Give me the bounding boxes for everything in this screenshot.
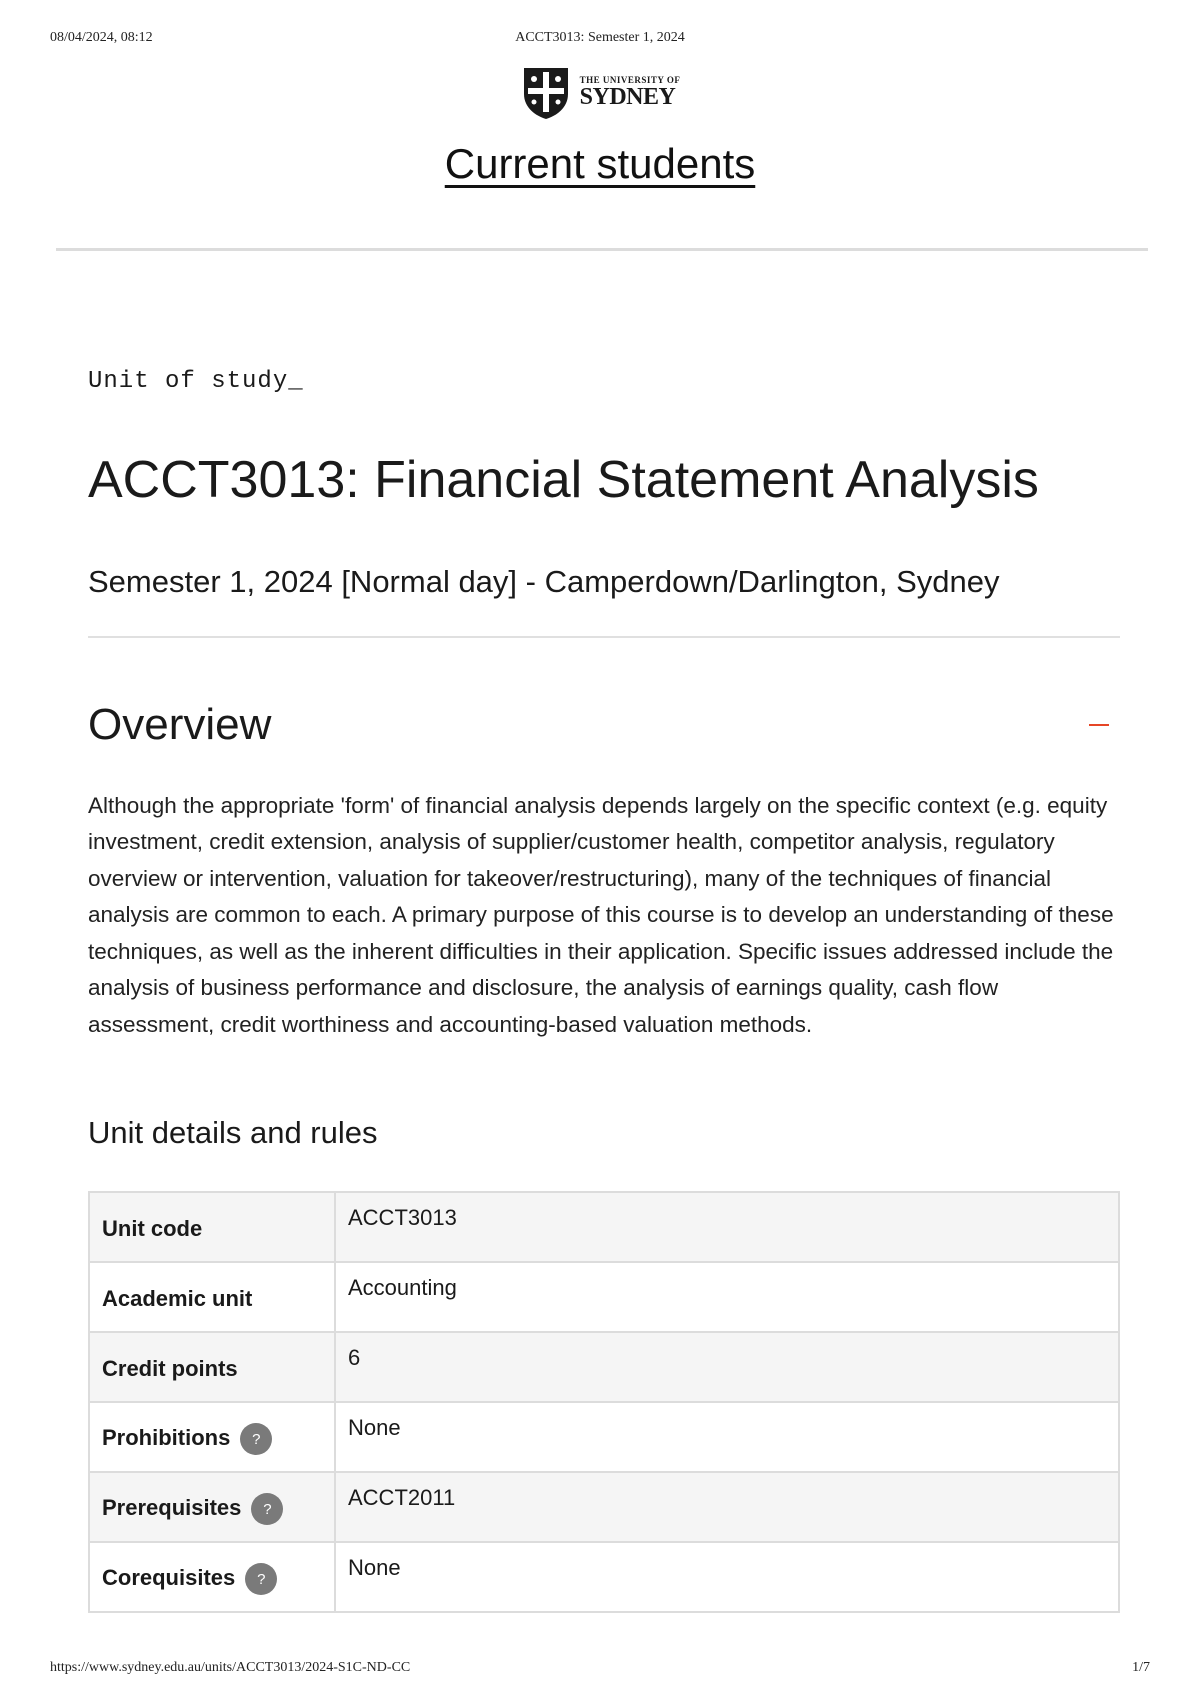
header-divider xyxy=(56,248,1148,251)
minus-icon xyxy=(1089,724,1109,726)
row-label-cell xyxy=(89,1402,335,1472)
table-row xyxy=(89,1402,1119,1472)
row-value: None xyxy=(335,1402,1119,1472)
row-label-cell xyxy=(89,1472,335,1542)
row-label: Prerequisites xyxy=(102,1494,242,1520)
row-label: Unit code xyxy=(89,1192,335,1262)
print-footer xyxy=(0,1660,1200,1680)
print-url: https://www.sydney.edu.au/units/ACCT3013/2024-S1C-ND-CC xyxy=(50,1660,411,1675)
row-value: None xyxy=(335,1542,1119,1612)
row-label: Credit points xyxy=(89,1332,335,1402)
details-table xyxy=(88,1191,1120,1613)
help-icon[interactable]: ? xyxy=(245,1563,277,1595)
help-icon[interactable]: ? xyxy=(251,1493,283,1525)
row-label: Academic unit xyxy=(89,1262,335,1332)
row-value: ACCT2011 xyxy=(335,1472,1119,1542)
overview-collapse-button[interactable] xyxy=(1088,714,1110,736)
print-header xyxy=(0,30,1200,50)
site-title-link[interactable]: Current students xyxy=(444,140,756,187)
help-icon[interactable]: ? xyxy=(240,1423,272,1455)
university-logo[interactable] xyxy=(0,64,1200,120)
print-datetime: 08/04/2024, 08:12 xyxy=(50,30,153,45)
table-row xyxy=(89,1262,1119,1332)
row-label: Prohibitions xyxy=(102,1424,231,1450)
row-value: ACCT3013 xyxy=(335,1192,1119,1262)
print-doc-title: ACCT3013: Semester 1, 2024 xyxy=(515,30,685,45)
table-row xyxy=(89,1332,1119,1402)
brand-small-text: THE UNIVERSITY OF xyxy=(579,74,681,85)
row-value: 6 xyxy=(335,1332,1119,1402)
row-label-cell xyxy=(89,1542,335,1612)
university-crest-icon xyxy=(520,64,572,120)
details-title: Unit details and rules xyxy=(88,1115,378,1151)
overview-text: Although the appropriate 'form' of financial analysis depends largely on the specific context (e.g. equity investment, credit extension, analysis of supplier/customer health, competitor analysis, regulatory overview or intervention, valuation for takeover/restructuring), many of the techniques of financial analysis are common to each. A primary purpose of this course is to develop an understanding of these techniques, as well as the inherent difficulties in their application. Specific issues addressed include the analysis of business performance and disclosure, the analysis of earnings quality, cash flow assessment, credit worthiness and accounting-based valuation methods. xyxy=(88,792,1114,1037)
overview-header xyxy=(88,700,1120,750)
unit-subtitle: Semester 1, 2024 [Normal day] - Camperdown/Darlington, Sydney xyxy=(88,563,1000,599)
main-content xyxy=(88,360,1120,1613)
table-row xyxy=(89,1542,1119,1612)
title-divider xyxy=(88,636,1120,638)
row-value: Accounting xyxy=(335,1262,1119,1332)
eyebrow-label: Unit of study_ xyxy=(88,368,304,395)
table-row xyxy=(89,1192,1119,1262)
overview-title: Overview xyxy=(88,699,272,749)
row-label: Corequisites xyxy=(102,1564,236,1590)
table-row xyxy=(89,1472,1119,1542)
page-title: ACCT3013: Financial Statement Analysis xyxy=(88,451,1039,509)
print-page-number: 1/7 xyxy=(1132,1660,1150,1675)
brand-name: SYDNEY xyxy=(579,83,676,110)
